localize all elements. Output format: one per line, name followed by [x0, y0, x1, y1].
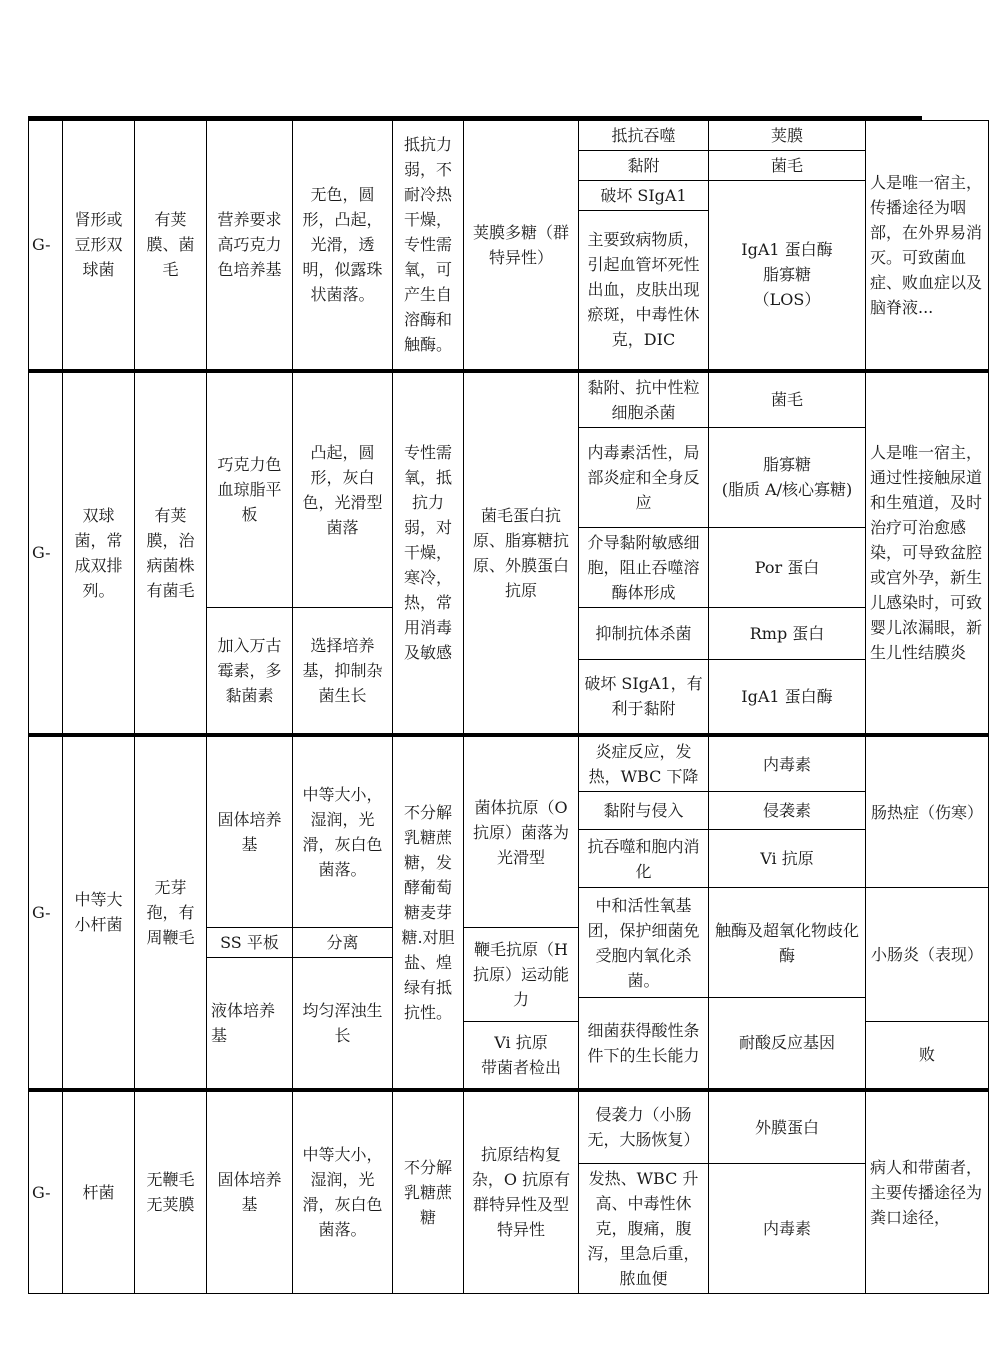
function-cell: 主要致病物质，引起血管坏死性出血，皮肤出现瘀斑，中毒性休克，DIC	[579, 211, 709, 371]
disease-cell: 小肠炎（表现）	[866, 888, 989, 1022]
resistance-cell: 不分解乳糖蔗糖	[393, 1090, 464, 1294]
culture-cell: 营养要求高巧克力色培养基	[207, 121, 293, 371]
structure-cell: 无鞭毛无荚膜	[135, 1090, 207, 1294]
agent-cell: 耐酸反应基因	[709, 998, 866, 1090]
shape-cell: 中等大小杆菌	[63, 735, 135, 1090]
agent-cell: IgA1 蛋白酶	[709, 659, 866, 735]
shape-cell: 双球菌，常成双排列。	[63, 371, 135, 736]
agent-cell: 侵袭素	[709, 792, 866, 830]
resistance-cell: 不分解乳糖蔗糖，发酵葡萄糖麦芽糖.对胆盐、煌绿有抵抗性。	[393, 735, 464, 1090]
function-cell: 抑制抗体杀菌	[579, 607, 709, 659]
function-cell: 破坏 SIgA1，有利于黏附	[579, 659, 709, 735]
colony-cell: 无色，圆形，凸起，光滑，透明，似露珠状菌落。	[293, 121, 393, 371]
agent-cell: 内毒素	[709, 735, 866, 792]
disease-cell: 人是唯一宿主，通过性接触尿道和生殖道，及时治疗可治愈感染，可导致盆腔或宫外孕，新生儿感染时，可致婴儿浓漏眼，新生儿性结膜炎	[866, 371, 989, 736]
agent-cell: 脂寡糖 (脂质 A/核心寡糖)	[709, 427, 866, 527]
agent-cell: 内毒素	[709, 1164, 866, 1294]
function-cell: 炎症反应，发热，WBC 下降	[579, 735, 709, 792]
shape-cell: 肾形或豆形双球菌	[63, 121, 135, 371]
agent-cell: 荚膜	[709, 121, 866, 151]
agent-cell: Por 蛋白	[709, 527, 866, 607]
function-cell: 黏附	[579, 151, 709, 181]
function-cell: 细菌获得酸性条件下的生长能力	[579, 998, 709, 1090]
function-cell: 破坏 SIgA1	[579, 181, 709, 211]
colony-cell: 中等大小，湿润，光滑，灰白色菌落。	[293, 735, 393, 928]
gram-cell: G-	[29, 371, 63, 736]
resistance-cell: 抵抗力弱，不耐冷热干燥，专性需氧，可产生自溶酶和触酶。	[393, 121, 464, 371]
agent-cell: IgA1 蛋白酶 脂寡糖 （LOS）	[709, 181, 866, 371]
disease-cell: 败	[866, 1022, 989, 1090]
agent-cell: Vi 抗原	[709, 830, 866, 888]
function-cell: 抗吞噬和胞内消化	[579, 830, 709, 888]
colony-cell: 中等大小，湿润，光滑，灰白色菌落。	[293, 1090, 393, 1294]
agent-cell: 触酶及超氧化物歧化酶	[709, 888, 866, 998]
agent-cell: 菌毛	[709, 371, 866, 428]
culture-cell: SS 平板	[207, 928, 293, 958]
agent-cell: 外膜蛋白	[709, 1090, 866, 1164]
disease-cell: 人是唯一宿主，传播途径为咽部，在外界易消灭。可致菌血症、败血症以及脑脊液...	[866, 121, 989, 371]
gram-cell: G-	[29, 121, 63, 371]
antigen-cell: Vi 抗原 带菌者检出	[464, 1022, 579, 1090]
bacteria-table	[28, 120, 989, 1294]
agent-cell: 菌毛	[709, 151, 866, 181]
structure-cell: 无芽孢，有周鞭毛	[135, 735, 207, 1090]
table-row	[29, 735, 989, 792]
gram-cell: G-	[29, 735, 63, 1090]
function-cell: 介导黏附敏感细胞，阻止吞噬溶酶体形成	[579, 527, 709, 607]
function-cell: 黏附与侵入	[579, 792, 709, 830]
antigen-cell: 鞭毛抗原（H 抗原）运动能力	[464, 928, 579, 1022]
resistance-cell: 专性需氧，抵抗力弱，对干燥，寒冷，热，常用消毒及敏感	[393, 371, 464, 736]
structure-cell: 有荚膜，治病菌株有菌毛	[135, 371, 207, 736]
table-row	[29, 371, 989, 428]
gram-cell: G-	[29, 1090, 63, 1294]
agent-cell: Rmp 蛋白	[709, 607, 866, 659]
function-cell: 黏附、抗中性粒细胞杀菌	[579, 371, 709, 428]
function-cell: 侵袭力（小肠无，大肠恢复）	[579, 1090, 709, 1164]
culture-cell: 加入万古霉素，多黏菌素	[207, 607, 293, 735]
disease-cell: 病人和带菌者，主要传播途径为粪口途径，	[866, 1090, 989, 1294]
culture-cell: 巧克力色血琼脂平板	[207, 371, 293, 608]
colony-cell: 分离	[293, 928, 393, 958]
colony-cell: 选择培养基，抑制杂菌生长	[293, 607, 393, 735]
antigen-cell: 抗原结构复杂，O 抗原有群特异性及型特异性	[464, 1090, 579, 1294]
structure-cell: 有荚膜、菌毛	[135, 121, 207, 371]
table-row	[29, 1090, 989, 1164]
function-cell: 内毒素活性，局部炎症和全身反应	[579, 427, 709, 527]
antigen-cell: 荚膜多糖（群特异性）	[464, 121, 579, 371]
table-row	[29, 121, 989, 151]
function-cell: 中和活性氧基团，保护细菌免受胞内氧化杀菌。	[579, 888, 709, 998]
culture-cell: 液体培养基	[207, 958, 293, 1090]
antigen-cell: 菌体抗原（O 抗原）菌落为光滑型	[464, 735, 579, 928]
culture-cell: 固体培养基	[207, 1090, 293, 1294]
disease-cell: 肠热症（伤寒）	[866, 735, 989, 888]
function-cell: 抵抗吞噬	[579, 121, 709, 151]
colony-cell: 凸起，圆形，灰白色，光滑型菌落	[293, 371, 393, 608]
colony-cell: 均匀浑浊生长	[293, 958, 393, 1090]
antigen-cell: 菌毛蛋白抗原、脂寡糖抗原、外膜蛋白抗原	[464, 371, 579, 736]
shape-cell: 杆菌	[63, 1090, 135, 1294]
function-cell: 发热、WBC 升高、中毒性休克，腹痛，腹泻，里急后重，脓血便	[579, 1164, 709, 1294]
culture-cell: 固体培养基	[207, 735, 293, 928]
